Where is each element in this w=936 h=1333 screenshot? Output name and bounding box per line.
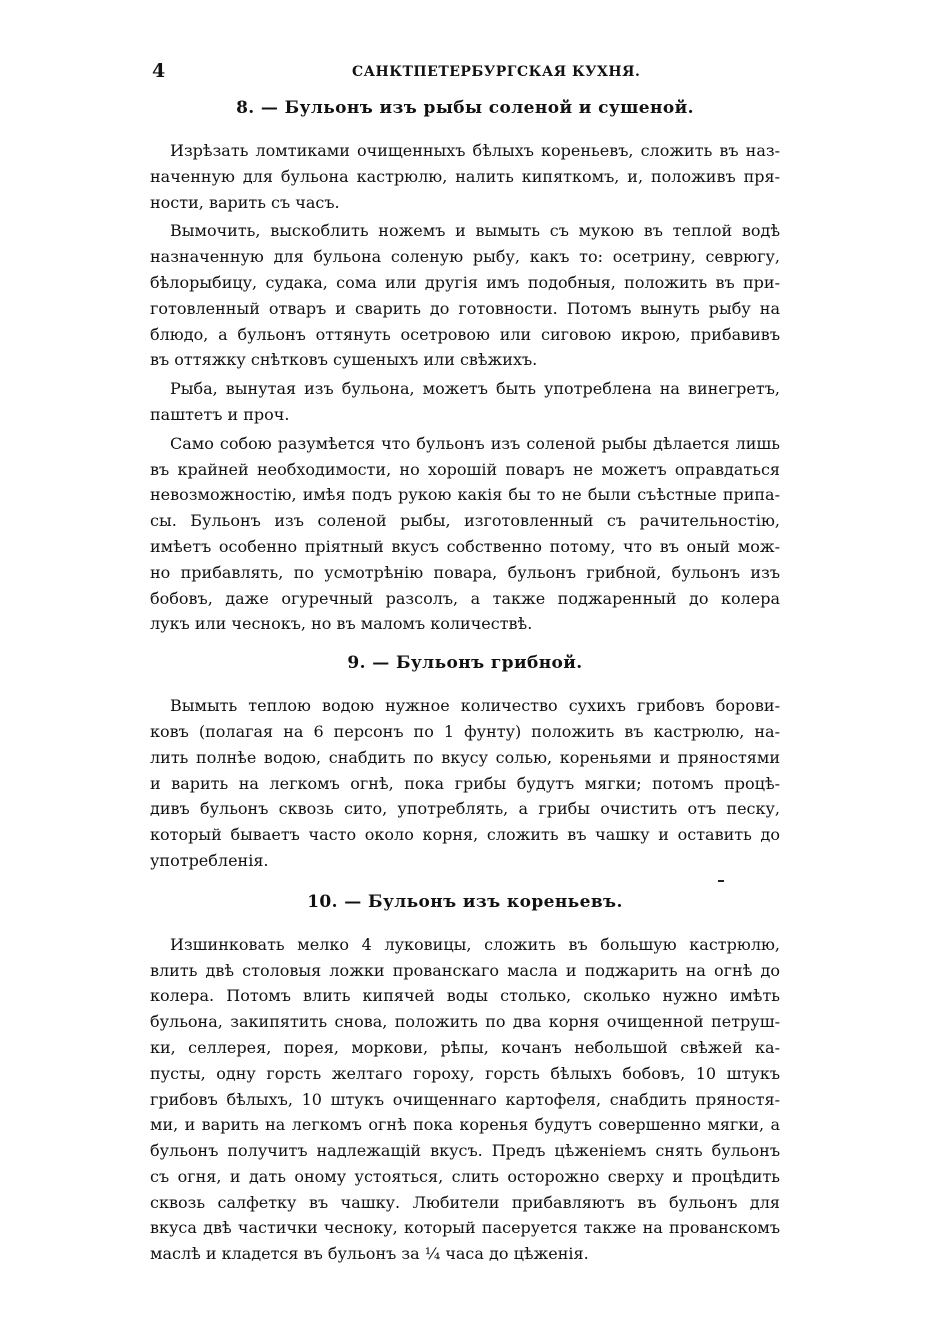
- recipe-section-10: [150, 892, 780, 1267]
- text-line: лить полнѣе водою, снабдить по вкусу солью, кореньями и пряностями: [150, 747, 780, 767]
- text-line: Вымочить, выскоблить ножемъ и вымыть съ мукою въ теплой водѣ: [170, 221, 780, 241]
- text-line: но прибавлять, по усмотрѣнію повара, бульонъ грибной, бульонъ изъ: [150, 562, 780, 582]
- text-line: въ оттяжку снѣтковъ сушеныхъ или свѣжихъ.: [150, 350, 538, 370]
- recipe-section-9: [150, 653, 780, 874]
- text-line: вкуса двѣ частички чесноку, который пасеруется также на прованскомъ: [150, 1218, 780, 1238]
- text-line: пусты, одну горсть желтаго гороху, горсть бѣлыхъ бобовъ, 10 штукъ: [150, 1063, 780, 1083]
- text-line: грибовъ бѣлыхъ, 10 штукъ очищеннаго картофеля, снабдить пряностя-: [150, 1089, 780, 1109]
- text-line: паштетъ и проч.: [150, 404, 290, 424]
- text-line: невозможностію, имѣя подъ рукою какія бы то не были съѣстные припа-: [150, 485, 780, 505]
- paragraph: [150, 693, 780, 874]
- text-line: колера. Потомъ влить кипячей воды столько, сколько нужно имѣть: [150, 986, 780, 1006]
- text-line: въ крайней необходимости, но хорошій поваръ не можетъ оправдаться: [150, 459, 780, 479]
- text-line: и варить на легкомъ огнѣ, пока грибы будутъ мягки; потомъ процѣ-: [150, 773, 780, 793]
- text-line: Вымыть теплою водою нужное количество сухихъ грибовъ борови-: [170, 696, 780, 716]
- section-heading: 9. — Бульонъ грибной.: [347, 653, 583, 674]
- section-heading: 10. — Бульонъ изъ кореньевъ.: [307, 891, 623, 912]
- text-line: блюдо, а бульонъ оттянуть осетровою или сиговою икрою, прибавивъ: [150, 324, 780, 344]
- recipe-section-8: [150, 98, 780, 637]
- text-line: Изшинковать мелко 4 луковицы, сложить въ большую кастрюлю,: [170, 934, 780, 954]
- text-line: маслѣ и кладется въ бульонъ за ¼ часа до цѣженія.: [150, 1244, 589, 1264]
- text-line: бульонъ получитъ надлежащій вкусъ. Предъ цѣженіемъ снять бульонъ: [150, 1141, 780, 1161]
- paragraph: [150, 376, 780, 428]
- text-line: бобовъ, даже огуречный разсолъ, а также поджаренный до колера: [150, 588, 780, 608]
- text-line: Изрѣзать ломтиками очищенныхъ бѣлыхъ кореньевъ, сложить въ наз-: [170, 141, 780, 160]
- page-number: 4: [152, 60, 166, 82]
- text-line: назначенную для бульона соленую рыбу, какъ то: осетрину, севрюгу,: [150, 247, 780, 267]
- text-line: съ огня, и дать оному устояться, слить осторожно сверху и процѣдить: [150, 1166, 780, 1186]
- text-line: употребленія.: [150, 850, 269, 870]
- text-line: влить двѣ столовыя ложки прованскаго масла и поджарить на огнѣ до: [150, 960, 780, 980]
- paragraph: [150, 138, 780, 215]
- paragraph: [150, 431, 780, 637]
- text-line: дивъ бульонъ сквозь сито, употреблять, а грибы очистить отъ песку,: [150, 799, 780, 819]
- paragraph: [150, 218, 780, 373]
- text-line: Рыба, вынутая изъ бульона, можетъ быть употреблена на винегретъ,: [170, 379, 780, 399]
- text-line: бѣлорыбицу, судака, сома или другія имъ подобныя, положить въ при-: [150, 272, 780, 292]
- text-line: ки, селлерея, порея, моркови, рѣпы, кочанъ небольшой свѣжей ка-: [150, 1037, 780, 1057]
- paragraph: [150, 932, 780, 1267]
- text-line: сы. Бульонъ изъ соленой рыбы, изготовленный съ рачительностію,: [150, 511, 780, 531]
- text-line: Само собою разумѣется что бульонъ изъ соленой рыбы дѣлается лишь: [170, 433, 780, 453]
- running-title: САНКТПЕТЕРБУРГСКАЯ КУХНЯ.: [352, 64, 641, 80]
- text-line: сквозь салфетку въ чашку. Любители прибавляютъ въ бульонъ для: [150, 1192, 780, 1212]
- text-line: который бываетъ часто около корня, сложить въ чашку и оставить до: [150, 825, 780, 845]
- text-line: имѣетъ особенно пріятный вкусъ собственно потому, что въ оный мож-: [150, 536, 780, 556]
- text-line: ковъ (полагая на 6 персонъ по 1 фунту) положить въ кастрюлю, на-: [150, 721, 780, 741]
- text-line: бульона, закипятить снова, положить по два корня очищенной петруш-: [150, 1012, 780, 1032]
- text-line: ности, варить съ часъ.: [150, 192, 340, 212]
- page-body: [150, 98, 780, 1267]
- text-line: ми, и варить на легкомъ огнѣ пока коренья будутъ совершенно мягки, а: [150, 1115, 780, 1135]
- text-line: готовленный отваръ и сварить до готовности. Потомъ вынуть рыбу на: [150, 298, 780, 318]
- section-heading: 8. — Бульонъ изъ рыбы соленой и сушеной.: [236, 98, 694, 118]
- text-line: лукъ или чеснокъ, но въ маломъ количествѣ.: [150, 614, 533, 634]
- text-line: наченную для бульона кастрюлю, налить кипяткомъ, и, положивъ пря-: [150, 166, 780, 186]
